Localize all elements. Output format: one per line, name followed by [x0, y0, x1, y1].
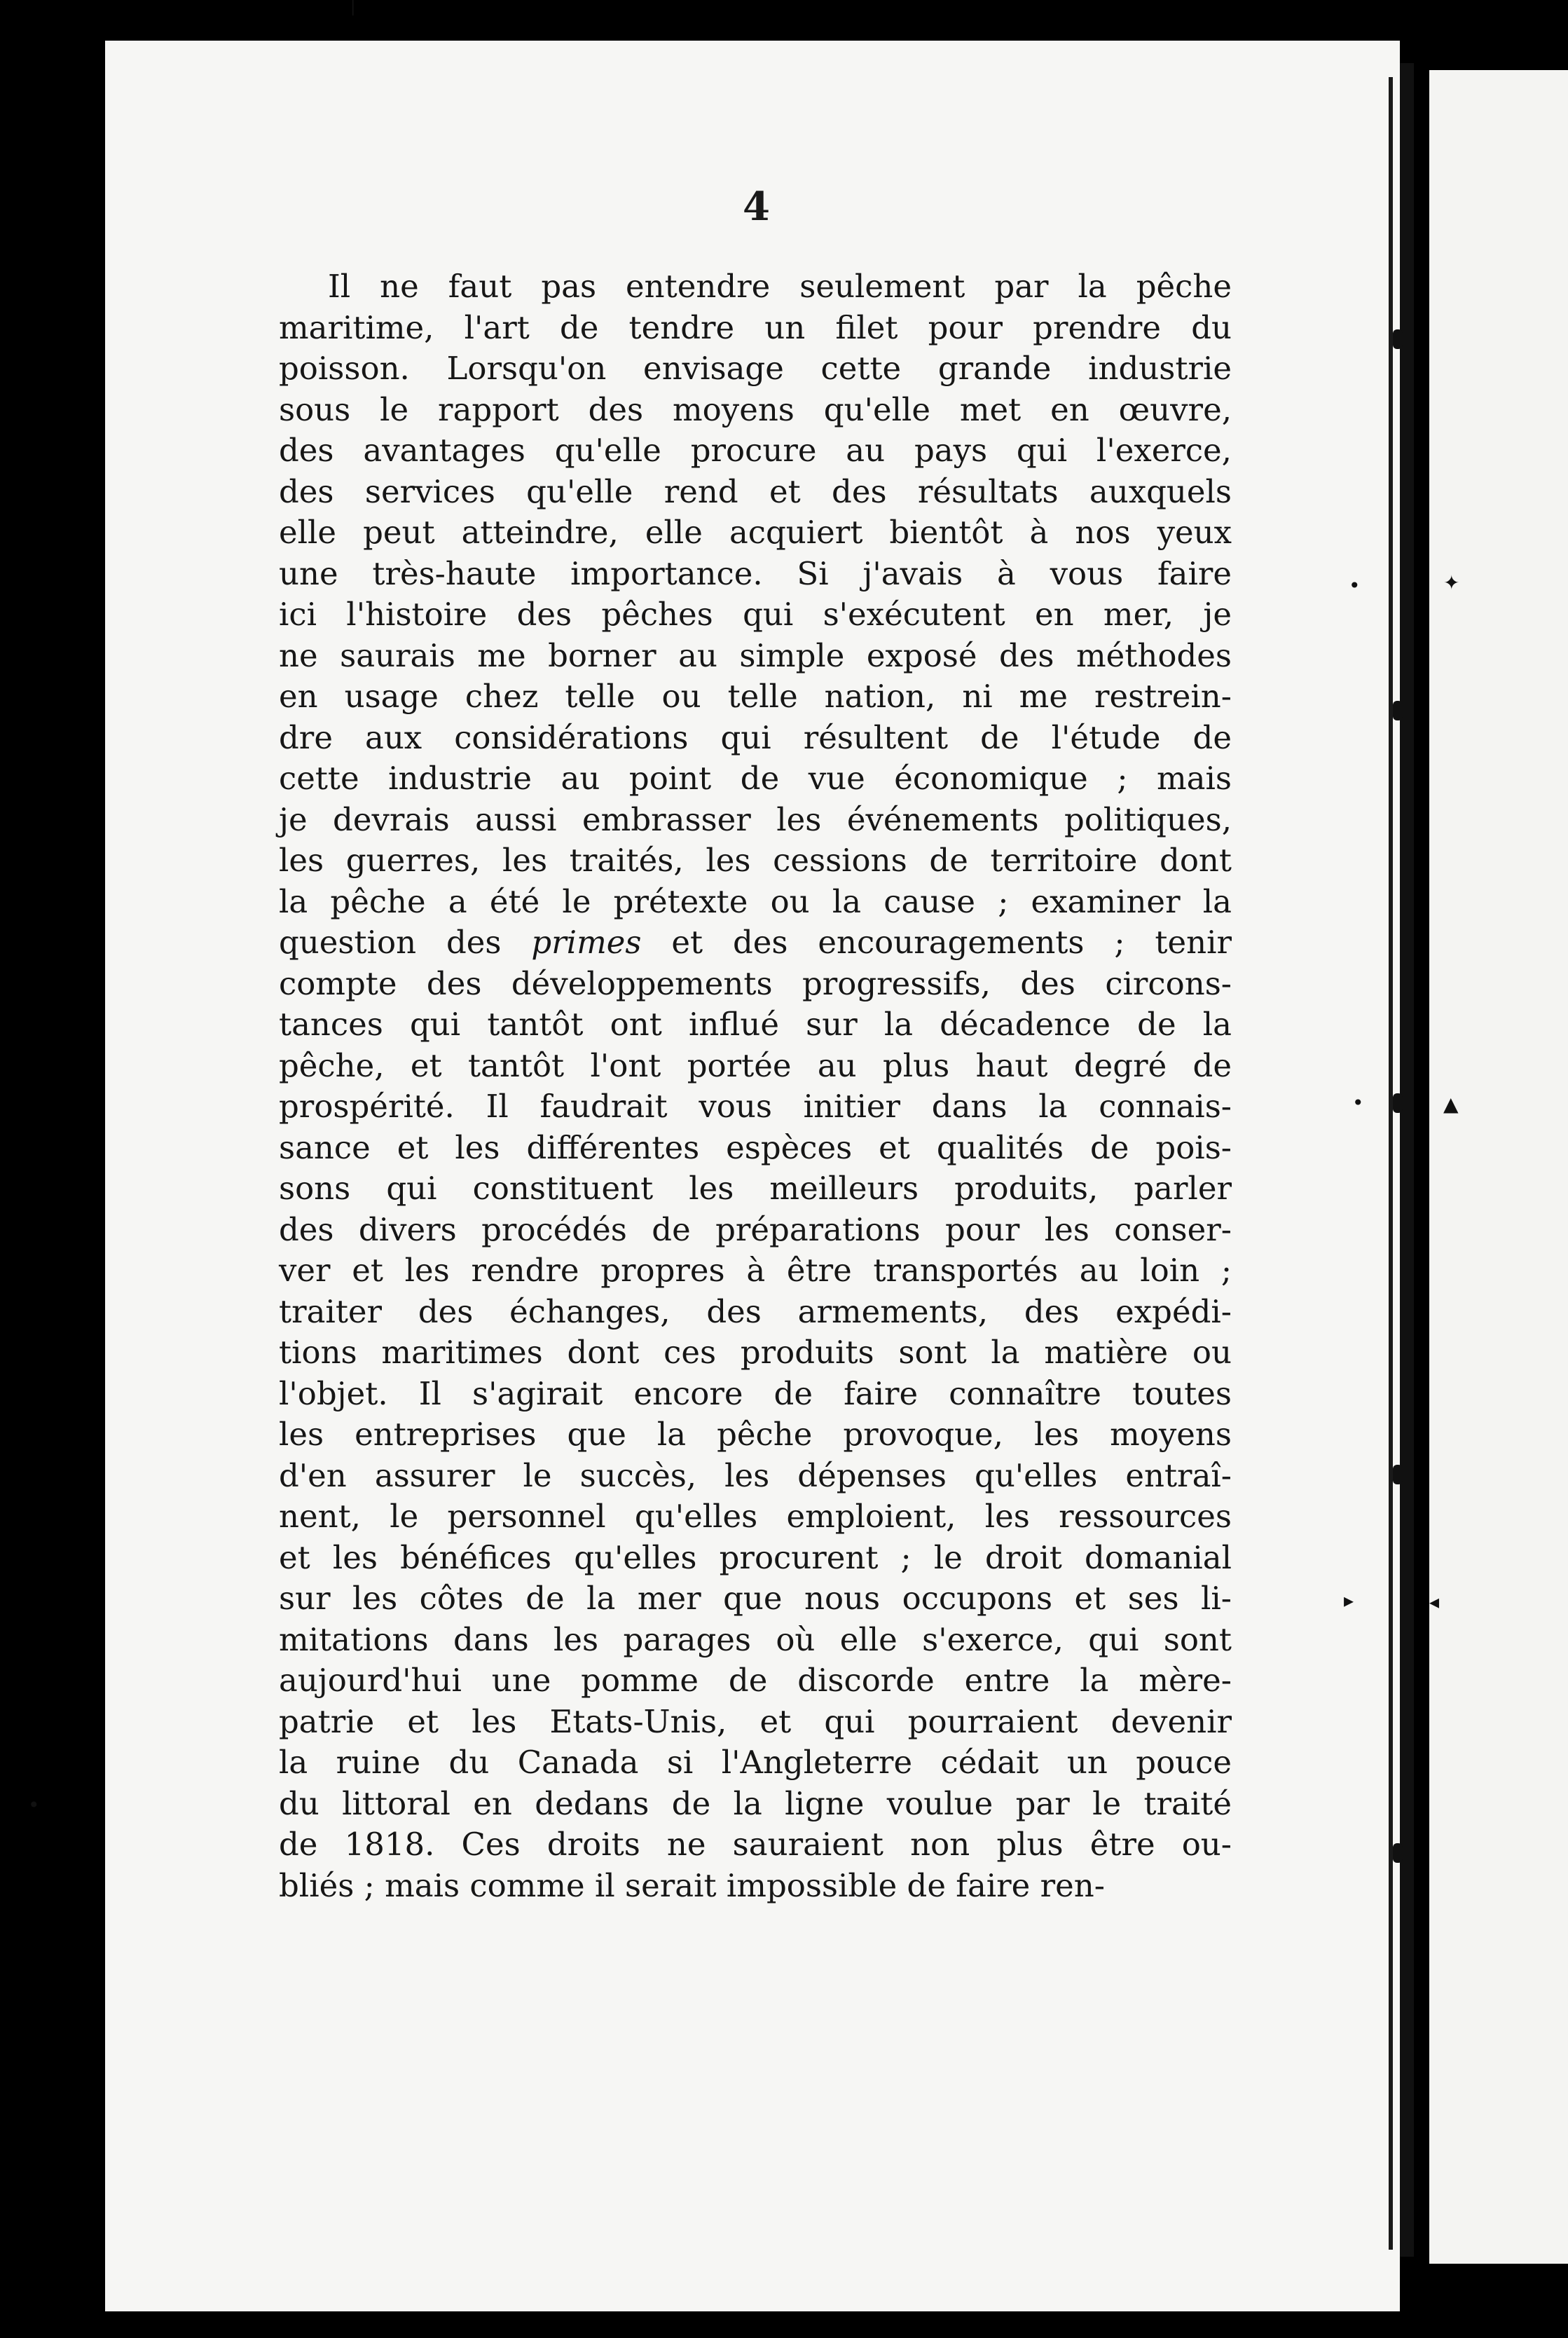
scan-speck: • — [1352, 1091, 1364, 1114]
text-line: du littoral en dedans de la ligne voulue par le traité — [279, 1784, 1232, 1822]
binding-notch — [1393, 1465, 1403, 1484]
text-line: ici l'histoire des pêches qui s'exécutent en mer, je — [279, 596, 1232, 633]
text-line: prospérité. Il faudrait vous initier dans la connais- — [279, 1088, 1232, 1125]
text-line: des services qu'elle rend et des résultats auxquels — [279, 472, 1232, 510]
page-edge-rule — [1389, 77, 1393, 2250]
scan-speck: • — [1349, 574, 1361, 597]
text-line: Il ne faut pas entendre seulement par la pêche — [328, 268, 1232, 305]
text-line: tances qui tantôt ont influé sur la décadence de la — [279, 1006, 1232, 1043]
text-line: sons qui constituent les meilleurs produits, parler — [279, 1170, 1232, 1207]
text-line: les entreprises que la pêche provoque, les moyens — [279, 1416, 1232, 1453]
text-line: des divers procédés de préparations pour les conser- — [279, 1210, 1232, 1248]
text-line: tions maritimes dont ces produits sont la matière ou — [279, 1334, 1232, 1371]
text-line: en usage chez telle ou telle nation, ni me restrein- — [279, 678, 1232, 715]
scan-speck: ▲ — [1443, 1093, 1459, 1116]
text-line: sance et les différentes espèces et qualités de pois- — [279, 1128, 1232, 1166]
text-line: traiter des échanges, des armements, des expédi- — [279, 1292, 1232, 1330]
binding-notch — [1393, 701, 1403, 720]
text-line: des avantages qu'elle procure au pays qui l'exerce, — [279, 432, 1232, 469]
binding-notch — [1393, 329, 1403, 349]
binding-notch — [1393, 1843, 1403, 1863]
text-line: sur les côtes de la mer que nous occupons et ses li- — [279, 1580, 1232, 1617]
text-line: aujourd'hui une pomme de discorde entre la mère- — [279, 1662, 1232, 1699]
text-line: d'en assurer le succès, les dépenses qu'elles entraî- — [279, 1456, 1232, 1494]
text-line: la ruine du Canada si l'Angleterre cédait un pouce — [279, 1744, 1232, 1781]
scan-speck: ✦ — [1443, 571, 1460, 594]
binding-notch — [1393, 1093, 1403, 1113]
facing-page-edge — [1429, 70, 1568, 2264]
text-line: patrie et les Etats-Unis, et qui pourraient devenir — [279, 1702, 1232, 1740]
text-line: dre aux considérations qui résultent de l'étude de — [279, 718, 1232, 756]
text-line: ver et les rendre propres à être transportés au loin ; — [279, 1252, 1232, 1289]
text-line: elle peut atteindre, elle acquiert bientôt à nos yeux — [279, 514, 1232, 551]
text-segment: question des — [279, 924, 502, 961]
text-line: la pêche a été le prétexte ou la cause ; examiner la — [279, 882, 1232, 920]
scan-speck: ▸ — [1344, 1589, 1354, 1612]
text-line: sous le rapport des moyens qu'elle met en œuvre, — [279, 390, 1232, 428]
text-line: de 1818. Ces droits ne sauraient non plus être ou- — [279, 1826, 1232, 1863]
text-line: l'objet. Il s'agirait encore de faire connaître toutes — [279, 1374, 1232, 1412]
text-line: bliés ; mais comme il serait impossible de faire ren- — [279, 1866, 1105, 1904]
text-line: je devrais aussi embrasser les événements politiques, — [279, 800, 1232, 838]
text-line-with-italic — [279, 922, 1232, 964]
body-paragraph — [279, 266, 1232, 1906]
text-segment: et des encouragements ; tenir — [671, 924, 1232, 961]
text-line: nent, le personnel qu'elles emploient, les ressources — [279, 1498, 1232, 1535]
text-line: pêche, et tantôt l'ont portée au plus haut degré de — [279, 1046, 1232, 1084]
text-line: cette industrie au point de vue économique ; mais — [279, 760, 1232, 797]
book-gutter — [1400, 63, 1414, 2257]
text-line: ne saurais me borner au simple exposé des méthodes — [279, 636, 1232, 674]
scan-speck: ◂ — [1429, 1590, 1440, 1613]
text-line: les guerres, les traités, les cessions de territoire dont — [279, 842, 1232, 879]
text-line: une très-haute importance. Si j'avais à vous faire — [279, 554, 1232, 592]
scan-speck: | — [350, 0, 356, 16]
text-line: maritime, l'art de tendre un filet pour prendre du — [279, 308, 1232, 346]
italic-word: primes — [531, 924, 642, 961]
text-line: et les bénéfices qu'elles procurent ; le droit domanial — [279, 1538, 1232, 1576]
text-line: mitations dans les parages où elle s'exerce, qui sont — [279, 1620, 1232, 1658]
text-line: compte des développements progressifs, des circons- — [279, 964, 1232, 1002]
page-number: 4 — [743, 184, 770, 230]
scan-speck: • — [28, 1793, 40, 1817]
text-line: poisson. Lorsqu'on envisage cette grande industrie — [279, 350, 1232, 387]
